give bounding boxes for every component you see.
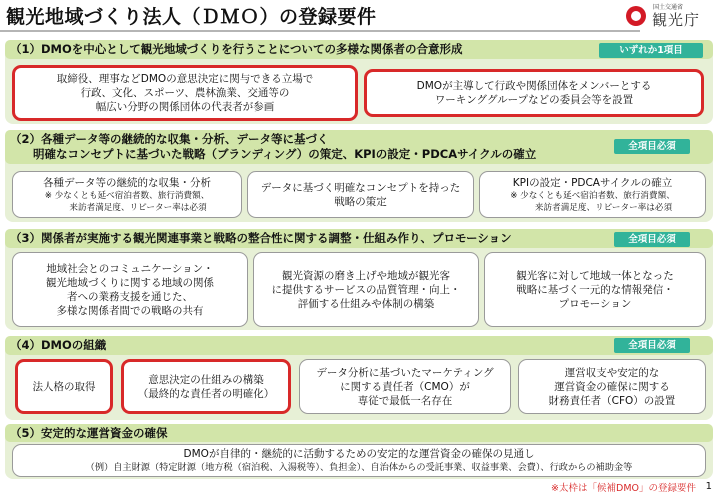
section-5-title: （5）安定的な運営資金の確保 xyxy=(10,426,168,440)
logo-agency-text: 観光庁 xyxy=(652,11,701,29)
section-3-box-2: 観光資源の磨き上げや地域が観光客 に提供するサービスの品質管理・向上・ 評価する仕組みや体制の構築 xyxy=(253,252,479,327)
section-4-title: （4）DMOの組織 xyxy=(10,338,107,352)
section-1-requirement-badge: いずれか1項目 xyxy=(599,43,703,58)
logo-ministry-text: 国土交通省 xyxy=(653,4,684,11)
section-2-requirement-badge: 全項目必須 xyxy=(614,139,690,154)
section-3-box-1: 地域社会とのコミュニケーション・ 観光地域づくりに関する地域の関係 者への業務支援を通じた、 多様な関係者間での戦略の共有 xyxy=(12,252,248,327)
page-title: 観光地域づくり法人（ＤＭＯ）の登録要件 xyxy=(6,6,377,28)
section-1-box-1: 取締役、理事などDMOの意思決定に関与できる立場で 行政、文化、スポーツ、農林漁業、交通等の 幅広い分野の関係団体の代表者が参画 xyxy=(12,65,358,121)
section-4-box-4: 運営収支や安定的な 運営資金の確保に関する 財務責任者（CFO）の設置 xyxy=(518,359,706,414)
section-2-box-2: データに基づく明確なコンセプトを持った 戦略の策定 xyxy=(247,171,474,218)
section-2-title: （2）各種データ等の継続的な収集・分析、データ等に基づく 明確なコンセプトに基づいた戦略（ブランディング）の策定、KPIの設定・PDCAサイクルの確立 xyxy=(10,132,537,161)
section-5-box-1: DMOが自律的・継続的に活動するための安定的な運営資金の確保の見通し （例）自主財源（特定財源（地方税（宿泊税、入湯税等）、負担金）、自治体からの受託事業、収益事業、会費）、行政からの補助金等 xyxy=(12,444,706,477)
footnote: ※太枠は「候補DMO」の登録要件 xyxy=(551,483,696,494)
section-1-title: （1）DMOを中心として観光地域づくりを行うことについての多様な関係者の合意形成 xyxy=(10,42,463,56)
section-4-box-1: 法人格の取得 xyxy=(15,359,113,414)
title-divider xyxy=(0,30,640,32)
page-number: 1 xyxy=(705,481,712,492)
section-2-box-3: KPIの設定・PDCAサイクルの確立 ※ 少なくとも延べ宿泊者数、旅行消費額、 来訪者満足度、リピーター率は必須 xyxy=(479,171,706,218)
logo-mark-icon xyxy=(626,6,646,26)
section-4-box-3: データ分析に基づいたマーケティング に関する責任者（CMO）が 専従で最低一名存在 xyxy=(299,359,511,414)
agency-logo xyxy=(622,2,710,34)
section-1-box-2: DMOが主導して行政や関係団体をメンバーとする ワーキンググループなどの委員会等を設置 xyxy=(364,69,704,117)
section-4-box-2: 意思決定の仕組みの構築 （最終的な責任者の明確化） xyxy=(121,359,291,414)
section-3-box-3: 観光客に対して地域一体となった 戦略に基づく一元的な情報発信・ プロモーション xyxy=(484,252,706,327)
section-4-header xyxy=(5,336,713,355)
section-3-requirement-badge: 全項目必須 xyxy=(614,232,690,247)
section-4-requirement-badge: 全項目必須 xyxy=(614,338,690,353)
section-3-title: （3）関係者が実施する観光関連事業と戦略の整合性に関する調整・仕組み作り、プロモーション xyxy=(10,231,512,245)
section-2-box-1: 各種データ等の継続的な収集・分析 ※ 少なくとも延べ宿泊者数、旅行消費額、 来訪者満足度、リピーター率は必須 xyxy=(12,171,242,218)
